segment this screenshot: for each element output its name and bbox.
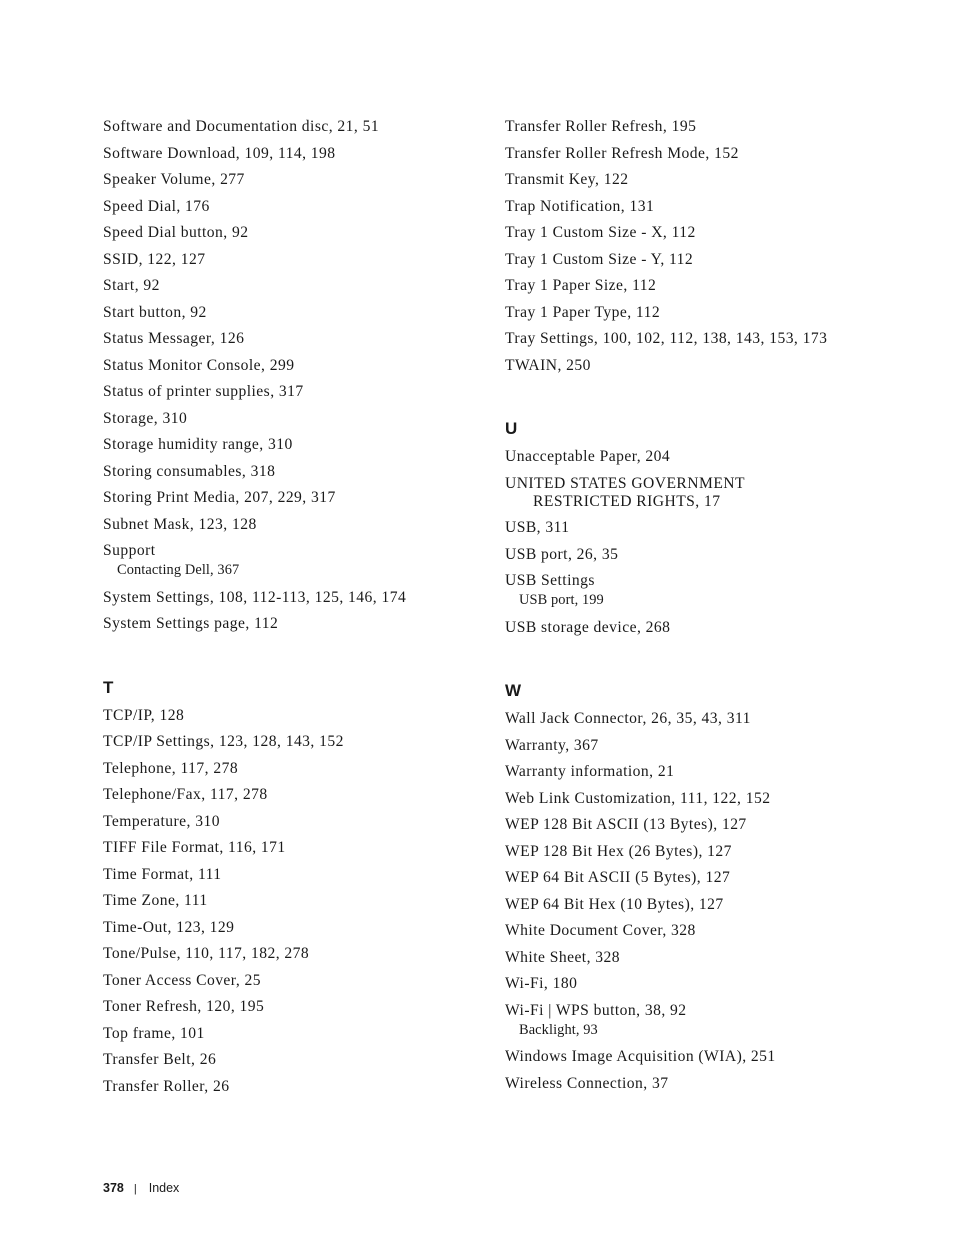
index-entry: Transfer Roller Refresh Mode, 152 — [505, 144, 739, 162]
index-entry: TCP/IP, 128 — [103, 706, 185, 724]
index-entry: TWAIN, 250 — [505, 356, 591, 374]
index-entry: Time Zone, 111 — [103, 892, 208, 909]
index-entry: Time-Out, 123, 129 — [103, 918, 235, 936]
s-entries — [103, 118, 523, 633]
page-number: 378 — [103, 1181, 124, 1195]
index-entry: WEP 64 Bit ASCII (5 Bytes), 127 — [505, 869, 731, 886]
index-entry: System Settings, 108, 112-113, 125, 146, 174 — [103, 588, 407, 606]
index-entry: Transmit Key, 122 — [505, 171, 629, 188]
u-entries — [505, 448, 935, 637]
index-entry: Tray 1 Paper Size, 112 — [505, 277, 657, 294]
index-entry: Tray 1 Paper Type, 112 — [505, 303, 661, 321]
index-entry: Warranty, 367 — [505, 736, 599, 754]
index-entry: Subnet Mask, 123, 128 — [103, 515, 257, 533]
index-term-continuation: RESTRICTED RIGHTS, 17 — [533, 492, 721, 510]
index-entry: Status Messager, 126 — [103, 330, 245, 347]
index-entry: Speed Dial button, 92 — [103, 224, 249, 241]
section-gap — [103, 642, 523, 678]
section-letter-u: U — [505, 419, 518, 438]
index-entry-with-sub — [505, 1002, 935, 1040]
index-entry: Toner Refresh, 120, 195 — [103, 998, 265, 1015]
index-entry: Transfer Belt, 26 — [103, 1051, 217, 1068]
index-entry: TIFF File Format, 116, 171 — [103, 839, 286, 856]
index-entry-wrapped — [505, 475, 935, 511]
index-entry: WEP 128 Bit Hex (26 Bytes), 127 — [505, 842, 732, 860]
t-entries — [103, 707, 523, 1096]
index-entry: Software and Documentation disc, 21, 51 — [103, 118, 380, 135]
section-gap — [505, 383, 935, 419]
index-entry: Tray 1 Custom Size - X, 112 — [505, 224, 696, 241]
index-entry: WEP 128 Bit ASCII (13 Bytes), 127 — [505, 816, 747, 833]
index-entry: Software Download, 109, 114, 198 — [103, 144, 336, 162]
index-column-right — [505, 118, 935, 1101]
index-entry: Toner Access Cover, 25 — [103, 971, 262, 989]
index-subentry: USB port, 199 — [519, 592, 604, 608]
section-letter-t: T — [103, 677, 114, 697]
index-entry: Start, 92 — [103, 277, 160, 294]
index-entry: Windows Image Acquisition (WIA), 251 — [505, 1048, 776, 1065]
index-entry-with-sub — [505, 572, 935, 610]
index-entry: Storing Print Media, 207, 229, 317 — [103, 489, 336, 506]
index-entry: TCP/IP Settings, 123, 128, 143, 152 — [103, 733, 344, 750]
t-entries-continued — [505, 118, 935, 375]
index-entry: Tone/Pulse, 110, 117, 182, 278 — [103, 945, 310, 962]
index-entry: USB port, 26, 35 — [505, 545, 619, 563]
index-entry: USB, 311 — [505, 519, 570, 536]
index-entry: Web Link Customization, 111, 122, 152 — [505, 789, 771, 807]
index-entry: Tray Settings, 100, 102, 112, 138, 143, 153, 173 — [505, 330, 828, 347]
index-entry: Storage, 310 — [103, 409, 188, 427]
index-term: UNITED STATES GOVERNMENT — [505, 474, 745, 492]
index-entry: Speed Dial, 176 — [103, 197, 210, 215]
index-entry-with-sub — [103, 542, 523, 580]
index-entry: Top frame, 101 — [103, 1024, 205, 1042]
index-entry: Time Format, 111 — [103, 865, 222, 883]
index-entry: Warranty information, 21 — [505, 763, 675, 780]
page-footer — [103, 1181, 179, 1195]
index-entry: Wi-Fi, 180 — [505, 975, 578, 992]
index-entry: Speaker Volume, 277 — [103, 171, 245, 188]
index-entry: Status Monitor Console, 299 — [103, 356, 295, 374]
index-term: Wi-Fi | WPS button, 38, 92 — [505, 1001, 687, 1019]
index-subentry: Backlight, 93 — [519, 1021, 598, 1038]
index-entry: Telephone, 117, 278 — [103, 759, 239, 777]
index-term: Support — [103, 542, 156, 559]
index-entry: SSID, 122, 127 — [103, 250, 206, 268]
index-entry: Transfer Roller, 26 — [103, 1077, 230, 1095]
index-entry: Telephone/Fax, 117, 278 — [103, 786, 268, 803]
index-entry: Wireless Connection, 37 — [505, 1074, 669, 1092]
footer-section-title: Index — [148, 1181, 180, 1195]
index-entry: System Settings page, 112 — [103, 615, 279, 632]
index-entry: Storage humidity range, 310 — [103, 436, 293, 453]
index-entry: Tray 1 Custom Size - Y, 112 — [505, 250, 694, 268]
index-entry: White Document Cover, 328 — [505, 922, 696, 939]
index-entry: Transfer Roller Refresh, 195 — [505, 118, 697, 135]
index-entry: WEP 64 Bit Hex (10 Bytes), 127 — [505, 895, 724, 913]
index-term: USB Settings — [505, 572, 595, 589]
index-entry: Storing consumables, 318 — [103, 462, 276, 480]
section-letter-w: W — [505, 681, 522, 700]
index-entry: Status of printer supplies, 317 — [103, 383, 304, 400]
index-entry: Unacceptable Paper, 204 — [505, 448, 671, 465]
index-subentry: Contacting Dell, 367 — [117, 562, 240, 578]
index-entry: Wall Jack Connector, 26, 35, 43, 311 — [505, 710, 751, 727]
index-entry: Start button, 92 — [103, 303, 207, 321]
index-entry: Trap Notification, 131 — [505, 197, 655, 215]
index-entry: USB storage device, 268 — [505, 618, 671, 636]
index-entry: White Sheet, 328 — [505, 948, 621, 966]
section-gap — [505, 645, 935, 681]
index-entry: Temperature, 310 — [103, 812, 220, 830]
index-column-left — [103, 118, 523, 1104]
footer-separator: | — [133, 1183, 137, 1195]
w-entries — [505, 710, 935, 1093]
